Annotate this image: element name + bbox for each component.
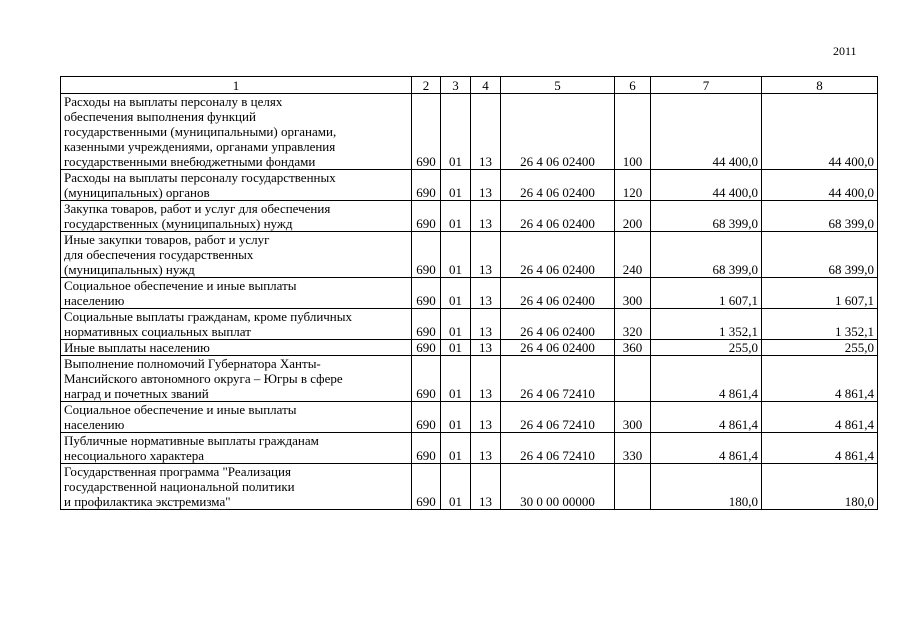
cell-code-3: 01 (441, 232, 471, 278)
cell-code-4: 13 (471, 170, 501, 201)
column-header: 6 (615, 77, 651, 94)
cell-amount-7: 4 861,4 (651, 433, 762, 464)
cell-code-3: 01 (441, 170, 471, 201)
cell-code-2: 690 (412, 464, 441, 510)
cell-code-4: 13 (471, 232, 501, 278)
cell-code-2: 690 (412, 433, 441, 464)
cell-code-5: 30 0 00 00000 (501, 464, 615, 510)
cell-amount-8: 1 352,1 (762, 309, 878, 340)
row-name: Расходы на выплаты персоналу государственных (муниципальных) органов (61, 170, 412, 201)
table-row (61, 340, 878, 356)
cell-code-6: 100 (615, 94, 651, 170)
cell-amount-7: 255,0 (651, 340, 762, 356)
cell-code-2: 690 (412, 402, 441, 433)
row-name: Социальное обеспечение и иные выплаты населению (61, 278, 412, 309)
page-number: 2011 (833, 44, 857, 58)
row-name: Государственная программа "Реализация государственной национальной политики и профилактика экстремизма" (61, 464, 412, 510)
cell-code-4: 13 (471, 201, 501, 232)
row-name: Публичные нормативные выплаты гражданам несоциального характера (61, 433, 412, 464)
cell-code-5: 26 4 06 02400 (501, 278, 615, 309)
cell-code-6: 330 (615, 433, 651, 464)
row-name: Иные выплаты населению (61, 340, 412, 356)
cell-code-6: 360 (615, 340, 651, 356)
cell-code-3: 01 (441, 201, 471, 232)
table-row (61, 402, 878, 433)
cell-amount-8: 44 400,0 (762, 94, 878, 170)
row-name: Закупка товаров, работ и услуг для обеспечения государственных (муниципальных) нужд (61, 201, 412, 232)
cell-code-2: 690 (412, 201, 441, 232)
cell-code-5: 26 4 06 72410 (501, 356, 615, 402)
cell-code-4: 13 (471, 309, 501, 340)
cell-code-2: 690 (412, 232, 441, 278)
cell-amount-7: 4 861,4 (651, 402, 762, 433)
cell-code-4: 13 (471, 356, 501, 402)
cell-amount-8: 180,0 (762, 464, 878, 510)
budget-table (60, 76, 878, 510)
column-header: 7 (651, 77, 762, 94)
cell-code-6: 240 (615, 232, 651, 278)
cell-code-5: 26 4 06 02400 (501, 232, 615, 278)
table-row (61, 232, 878, 278)
cell-code-3: 01 (441, 356, 471, 402)
column-header: 4 (471, 77, 501, 94)
table-row (61, 464, 878, 510)
cell-amount-7: 1 352,1 (651, 309, 762, 340)
table-row (61, 356, 878, 402)
cell-code-3: 01 (441, 309, 471, 340)
row-name: Социальные выплаты гражданам, кроме публичных нормативных социальных выплат (61, 309, 412, 340)
cell-amount-8: 4 861,4 (762, 433, 878, 464)
cell-code-6 (615, 356, 651, 402)
cell-code-3: 01 (441, 94, 471, 170)
row-name: Расходы на выплаты персоналу в целях обеспечения выполнения функций государственными (муниципальными) органами, казенными учреждениями, органами управления государственными внебюджетными фондами (61, 94, 412, 170)
cell-code-5: 26 4 06 02400 (501, 94, 615, 170)
cell-code-2: 690 (412, 94, 441, 170)
cell-amount-7: 1 607,1 (651, 278, 762, 309)
cell-amount-8: 44 400,0 (762, 170, 878, 201)
cell-code-5: 26 4 06 72410 (501, 433, 615, 464)
cell-code-5: 26 4 06 02400 (501, 201, 615, 232)
cell-code-3: 01 (441, 340, 471, 356)
cell-code-6: 300 (615, 278, 651, 309)
cell-code-5: 26 4 06 72410 (501, 402, 615, 433)
table-row (61, 94, 878, 170)
cell-code-2: 690 (412, 309, 441, 340)
cell-code-4: 13 (471, 433, 501, 464)
cell-code-5: 26 4 06 02400 (501, 309, 615, 340)
row-name: Иные закупки товаров, работ и услуг для обеспечения государственных (муниципальных) нужд (61, 232, 412, 278)
cell-amount-7: 44 400,0 (651, 170, 762, 201)
cell-amount-8: 68 399,0 (762, 232, 878, 278)
cell-code-6: 120 (615, 170, 651, 201)
cell-code-2: 690 (412, 356, 441, 402)
cell-code-4: 13 (471, 402, 501, 433)
column-header: 8 (762, 77, 878, 94)
table-row (61, 278, 878, 309)
column-header: 3 (441, 77, 471, 94)
cell-amount-8: 255,0 (762, 340, 878, 356)
table-row (61, 433, 878, 464)
cell-amount-7: 68 399,0 (651, 232, 762, 278)
table-row (61, 309, 878, 340)
cell-code-4: 13 (471, 340, 501, 356)
cell-code-6: 200 (615, 201, 651, 232)
column-header: 5 (501, 77, 615, 94)
cell-code-4: 13 (471, 464, 501, 510)
cell-code-2: 690 (412, 170, 441, 201)
cell-code-6: 320 (615, 309, 651, 340)
cell-amount-8: 4 861,4 (762, 402, 878, 433)
cell-code-3: 01 (441, 464, 471, 510)
cell-code-5: 26 4 06 02400 (501, 170, 615, 201)
row-name: Выполнение полномочий Губернатора Ханты- Мансийского автономного округа – Югры в сфере наград и почетных званий (61, 356, 412, 402)
table-row (61, 170, 878, 201)
cell-code-3: 01 (441, 433, 471, 464)
cell-code-2: 690 (412, 278, 441, 309)
cell-amount-7: 68 399,0 (651, 201, 762, 232)
row-name: Социальное обеспечение и иные выплаты населению (61, 402, 412, 433)
cell-code-3: 01 (441, 402, 471, 433)
cell-amount-7: 4 861,4 (651, 356, 762, 402)
cell-code-4: 13 (471, 94, 501, 170)
cell-amount-8: 1 607,1 (762, 278, 878, 309)
table-row (61, 201, 878, 232)
cell-code-3: 01 (441, 278, 471, 309)
cell-code-6 (615, 464, 651, 510)
cell-code-4: 13 (471, 278, 501, 309)
cell-amount-7: 44 400,0 (651, 94, 762, 170)
header-row (61, 77, 878, 94)
cell-amount-8: 4 861,4 (762, 356, 878, 402)
cell-amount-7: 180,0 (651, 464, 762, 510)
cell-amount-8: 68 399,0 (762, 201, 878, 232)
cell-code-6: 300 (615, 402, 651, 433)
column-header: 1 (61, 77, 412, 94)
cell-code-2: 690 (412, 340, 441, 356)
column-header: 2 (412, 77, 441, 94)
cell-code-5: 26 4 06 02400 (501, 340, 615, 356)
